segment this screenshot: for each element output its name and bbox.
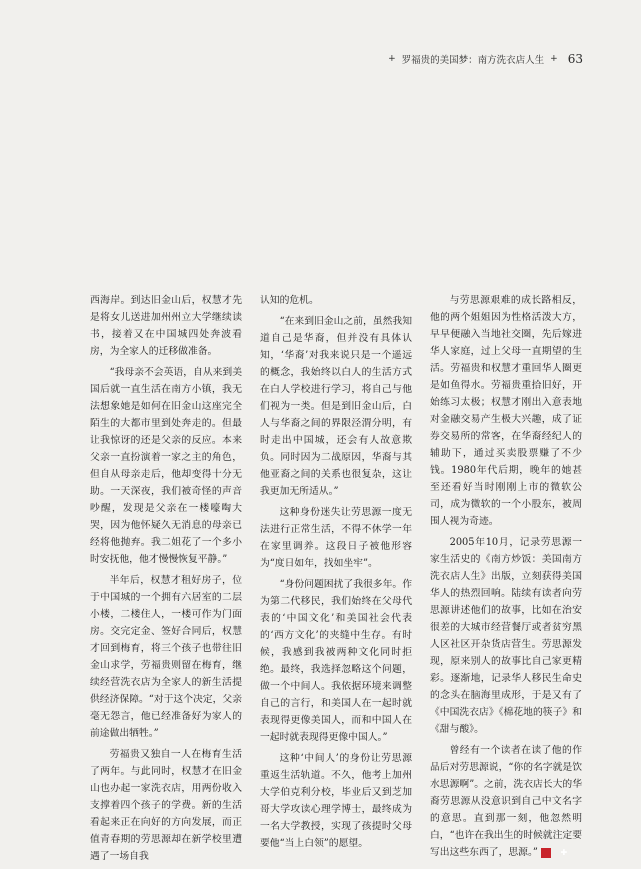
- end-mark-icon: ✚: [541, 848, 551, 858]
- paragraph: 2005年10月，记录劳思源一家生活史的《南方炒饭：美国南方洗衣店人生》出版，立刻获得美国华人的热烈回响。陆续有读者向劳思源讲述他们的故事，比如在治安很差的大城市经营餐厅或者贫穷黑人区社区开杂货店营生。劳思源发现，原来别人的故事比自己家更精彩。逐渐地，记录华人移民生命史的念头在脑海里成形，于是又有了《中国洗衣店》《棉花地的筷子》和《甜与酸》。: [430, 537, 582, 735]
- header-mark-left: +: [388, 54, 396, 64]
- text-column-3: [430, 292, 582, 869]
- running-title: 罗福贵的美国梦：南方洗衣店人生: [401, 55, 545, 66]
- running-header: [388, 52, 583, 66]
- text-column-2: [260, 292, 412, 869]
- paragraph: 劳福贵又独自一人在梅育生活了两年。与此同时，权慧才在旧金山也办起一家洗衣店，用两份收入支撑着四个孩子的学费。新的生活看起来正在向好的方向发展，而正值青春期的劳思源却在新学校里遭遇了一场自我: [90, 749, 242, 862]
- article-body: [90, 292, 582, 869]
- paragraph: [430, 742, 582, 861]
- paragraph-text: 曾经有一个读者在读了他的作品后对劳思源说，“你的名字就是饮水思源啊”。之前，洗衣店长大的华裔劳思源从没意识到自己中文名字的意思。直到那一刻，他忽然明白，“也许在我出生的时候就注定要写出这些东西了，思源。”: [430, 745, 582, 858]
- paragraph: 西海岸。到达旧金山后，权慧才先是将女儿送进加州州立大学继续读书，接着又在中国城四处奔波看房，为全家人的迁移做准备。: [90, 295, 242, 357]
- header-mark-right: +: [550, 54, 558, 64]
- paragraph: “在来到旧金山之前，虽然我知道自己是华裔，但并没有具体认知，‘华裔’对我来说只是一个遥远的概念，我始终以白人的生活方式在白人学校进行学习，将自己与他们视为一类。但是到旧金山后，白人与华裔之间的界限泾渭分明，有时走出中国城，还会有人故意欺负。同时因为二战原因，华裔与其他亚裔之间的关系也很复杂，这让我更加无所适从。”: [260, 316, 412, 497]
- paragraph: 这种身份迷失让劳思源一度无法进行正常生活，不得不休学一年在家里调养。这段日子被他形容为“度日如年，找如坐牢”。: [260, 507, 412, 569]
- page-number: 63: [567, 52, 583, 66]
- paragraph: “身份问题困扰了我很多年。作为第二代移民，我们始终在父母代表的‘中国文化’和美国社会代表的‘西方文化’的夹缝中生存。有时候，我感到我被两种文化同时拒绝。最终，我选择忽略这个问题，做一个中间人。我依据环境来调整自己的言行，和美国人在一起时就表现得更像美国人，而和中国人在一起时就表现得更像中国人。”: [260, 579, 412, 743]
- paragraph: 半年后，权慧才租好房子，位于中国城的一个拥有六居室的二层小楼，二楼住人，一楼可作为门面房。交完定金、签好合同后，权慧才回到梅育，将三个孩子也带往旧金山求学，劳福贵则留在梅育，继续经营洗衣店为全家人的新生活提供经济保障。“对于这个决定，父亲毫无怨言，他已经准备好为家人的前途做出牺牲。”: [90, 575, 242, 739]
- paragraph: “我母亲不会英语，自从来到美国后就一直生活在南方小镇，我无法想象她是如何在旧金山这座完全陌生的大都市里到处奔走的。但最让我惊讶的还是父亲的反应。本来父亲一直扮演着一家之主的角色，但自从母亲走后，他却变得十分无助。一天深夜，我们被奇怪的声音吵醒，发现是父亲在一楼嚎啕大哭，因为他怀疑久无消息的母亲已经将他抛弃。我二姐花了一个多小时安抚他，他才慢慢恢复平静。”: [90, 367, 242, 565]
- paragraph: 认知的危机。: [260, 295, 319, 306]
- text-column-1: [90, 292, 242, 869]
- paragraph: 与劳思源艰难的成长路相反，他的两个姐姐因为性格活泼大方，早早便融入当地社交圈，先后嫁进华人家庭，过上父母一直期望的生活。劳福贵和权慧才重回华人圈更是如鱼得水。劳福贵重拾旧好，开始练习太极；权慧才刚出入意表地对金融交易产生极大兴趣，成了证券交易所的常客，在华裔经纪人的辅助下，通过买卖股票赚了不少钱。1980年代后期，晚年的她甚至还看好当时刚刚上市的微软公司，成为微软的一个小股东，被周围人视为奇迹。: [430, 295, 582, 527]
- paragraph: 这种‘中间人’的身份让劳思源重返生活轨道。不久，他考上加州大学伯克利分校，毕业后又到芝加哥大学攻读心理学博士，最终成为一名大学教授，实现了孩提时父母要他“当上白领”的愿望。: [260, 753, 412, 849]
